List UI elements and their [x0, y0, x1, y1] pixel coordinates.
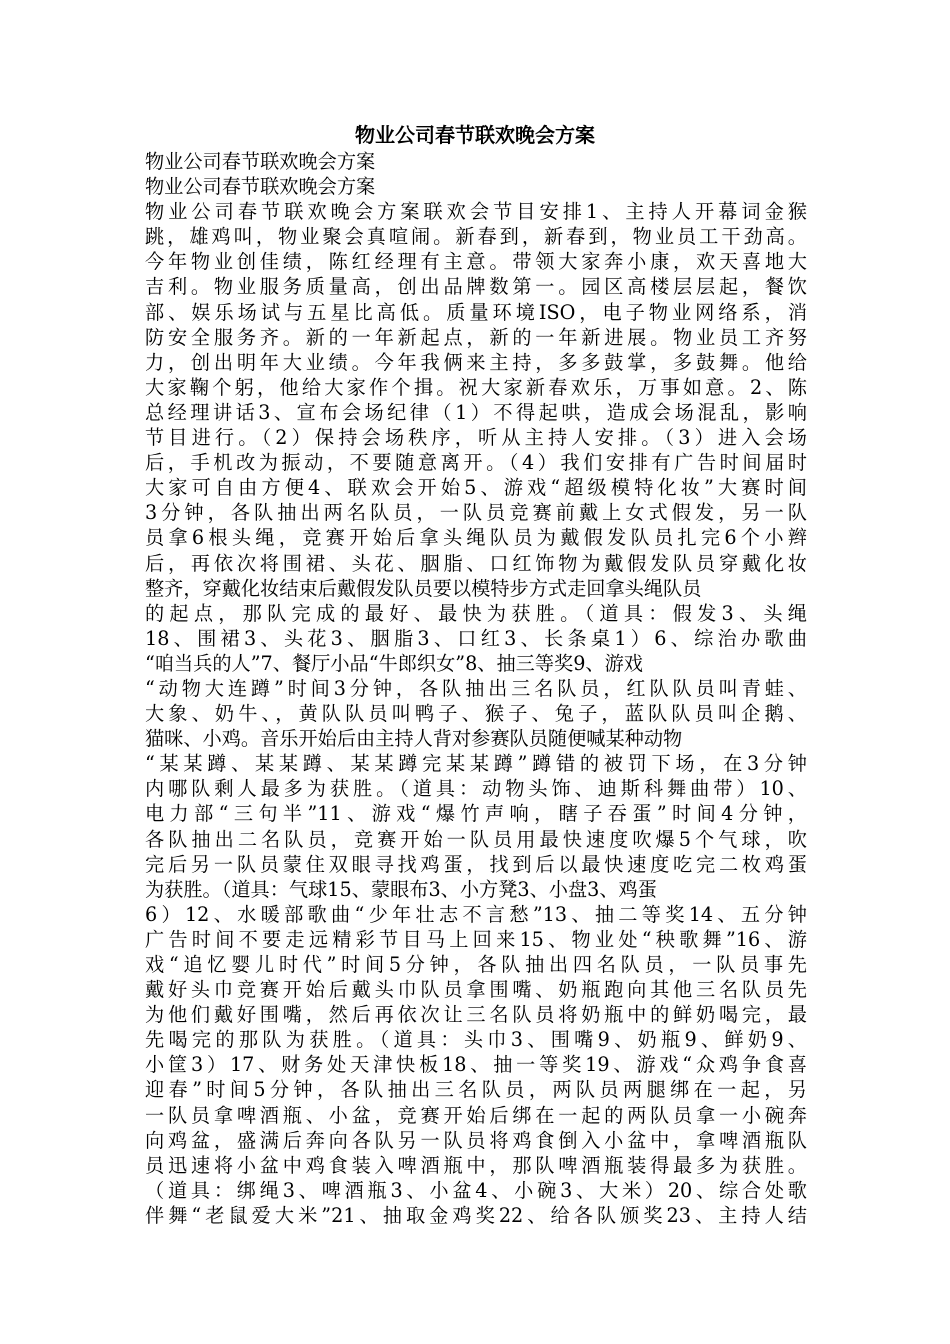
body-line: 后，手机改为振动，不要随意离开。（4）我们安排有广告时间届时	[145, 451, 807, 475]
body-line: 大家鞠个躬，他给大家作个揖。祝大家新春欢乐，万事如意。2、陈	[145, 375, 807, 399]
body-line: 物业公司春节联欢晚会方案联欢会节目安排1、主持人开幕词金猴	[145, 200, 807, 224]
body-line: 节目进行。（2）保持会场秩序，听从主持人安排。（3）进入会场	[145, 426, 807, 450]
body-line: 完后另一队员蒙住双眼寻找鸡蛋，找到后以最快速度吃完二枚鸡蛋	[145, 852, 807, 876]
body-line: 一队员拿啤酒瓶、小盆，竞赛开始后绑在一起的两队员拿一小碗奔	[145, 1103, 807, 1127]
body-line: 大家可自由方便4、联欢会开始5、游戏“超级模特化妆”大赛时间	[145, 476, 807, 500]
body-line: 吉利。物业服务质量高，创出品牌数第一。园区高楼层层起，餐饮	[145, 275, 807, 299]
body-line: 整齐，穿戴化妆结束后戴假发队员要以模特步方式走回拿头绳队员	[145, 576, 702, 600]
body-line: 员迅速将小盆中鸡食装入啤酒瓶中，那队啤酒瓶装得最多为获胜。	[145, 1153, 807, 1177]
body-line: 戏“追忆婴儿时代”时间5分钟，各队抽出四名队员，一队员事先	[145, 953, 807, 976]
body-line: 戴好头巾竞赛开始后戴头巾队员拿围嘴、奶瓶跑向其他三名队员先	[145, 978, 807, 1002]
body-line: 总经理讲话3、宣布会场纪律（1）不得起哄，造成会场混乱，影响	[145, 400, 807, 424]
document-body	[145, 149, 807, 1228]
body-line: 部、娱乐场试与五星比高低。质量环境ISO，电子物业网络系，消	[145, 300, 807, 324]
subtitle-line: 物业公司春节联欢晚会方案	[145, 150, 376, 173]
body-line: 3分钟，各队抽出两名队员，一队员竞赛前戴上女式假发，另一队	[145, 501, 807, 525]
body-line: 跳，雄鸡叫，物业聚会真喧闹。新春到，新春到，物业员工干劲高。	[145, 225, 807, 249]
body-line: 18、围裙3、头花3、胭脂3、口红3、长条桌1）6、综治办歌曲	[145, 626, 807, 650]
document-title: 物业公司春节联欢晚会方案	[355, 123, 595, 147]
body-line: 小筐3）17、财务处天津快板18、抽一等奖19、游戏“众鸡争食喜	[145, 1053, 807, 1077]
body-line: （道具：绑绳3、啤酒瓶3、小盆4、小碗3、大米）20、综合处歌	[145, 1178, 807, 1202]
body-line: “某某蹲、某某蹲、某某蹲完某某蹲”蹲错的被罚下场，在3分钟	[145, 752, 807, 776]
body-line: “咱当兵的人”7、餐厅小品“牛郎织女”8、抽三等奖9、游戏	[145, 651, 643, 675]
body-line: 后，再依次将围裙、头花、胭脂、口红饰物为戴假发队员穿戴化妆	[145, 551, 807, 575]
body-line: 向鸡盆，盛满后奔向各队另一队员将鸡食倒入小盆中，拿啤酒瓶队	[145, 1128, 807, 1152]
body-line: 电力部“三句半”11、游戏“爆竹声响，瞎子吞蛋”时间4分钟，	[145, 802, 807, 826]
body-line: 员拿6根头绳，竞赛开始后拿头绳队员为戴假发队员扎完6个小辫	[145, 526, 807, 550]
body-line: 为他们戴好围嘴，然后再依次让三名队员将奶瓶中的鲜奶喝完，最	[145, 1003, 807, 1027]
body-line: 迎春”时间5分钟，各队抽出三名队员，两队员两腿绑在一起，另	[145, 1078, 807, 1102]
body-line: 为获胜。（道具：气球15、蒙眼布3、小方凳3、小盘3、鸡蛋	[145, 877, 657, 901]
body-line: 大象、奶牛、，黄队队员叫鸭子、猴子、兔子，蓝队队员叫企鹅、	[145, 702, 807, 726]
body-line: 广告时间不要走远精彩节目马上回来15、物业处“秧歌舞”16、游	[145, 927, 807, 951]
body-line: 的起点，那队完成的最好、最快为获胜。（道具：假发3、头绳	[145, 601, 807, 625]
body-paragraph	[145, 199, 807, 1228]
body-line: “动物大连蹲”时间3分钟，各队抽出三名队员，红队队员叫青蛙、	[145, 676, 807, 700]
body-line: 内哪队剩人最多为获胜。（道具：动物头饰、迪斯科舞曲带）10、	[145, 777, 807, 801]
body-line: 各队抽出二名队员，竞赛开始一队员用最快速度吹爆5个气球，吹	[145, 827, 807, 851]
body-line: 先喝完的那队为获胜。（道具：头巾3、围嘴9、奶瓶9、鲜奶9、	[145, 1028, 807, 1052]
body-line: 6）12、水暖部歌曲“少年壮志不言愁”13、抽二等奖14、五分钟	[145, 902, 807, 926]
body-line: 力，创出明年大业绩。今年我俩来主持，多多鼓掌，多鼓舞。他给	[145, 350, 807, 374]
subtitle-line: 物业公司春节联欢晚会方案	[145, 175, 376, 199]
body-line: 伴舞“老鼠爱大米”21、抽取金鸡奖22、给各队颁奖23、主持人结	[145, 1203, 807, 1227]
body-line: 今年物业创佳绩，陈红经理有主意。带领大家奔小康，欢天喜地大	[145, 250, 807, 274]
body-line: 猫咪、小鸡。音乐开始后由主持人背对参赛队员随便喊某种动物	[145, 727, 683, 751]
body-line: 防安全服务齐。新的一年新起点，新的一年新进展。物业员工齐努	[145, 325, 807, 349]
